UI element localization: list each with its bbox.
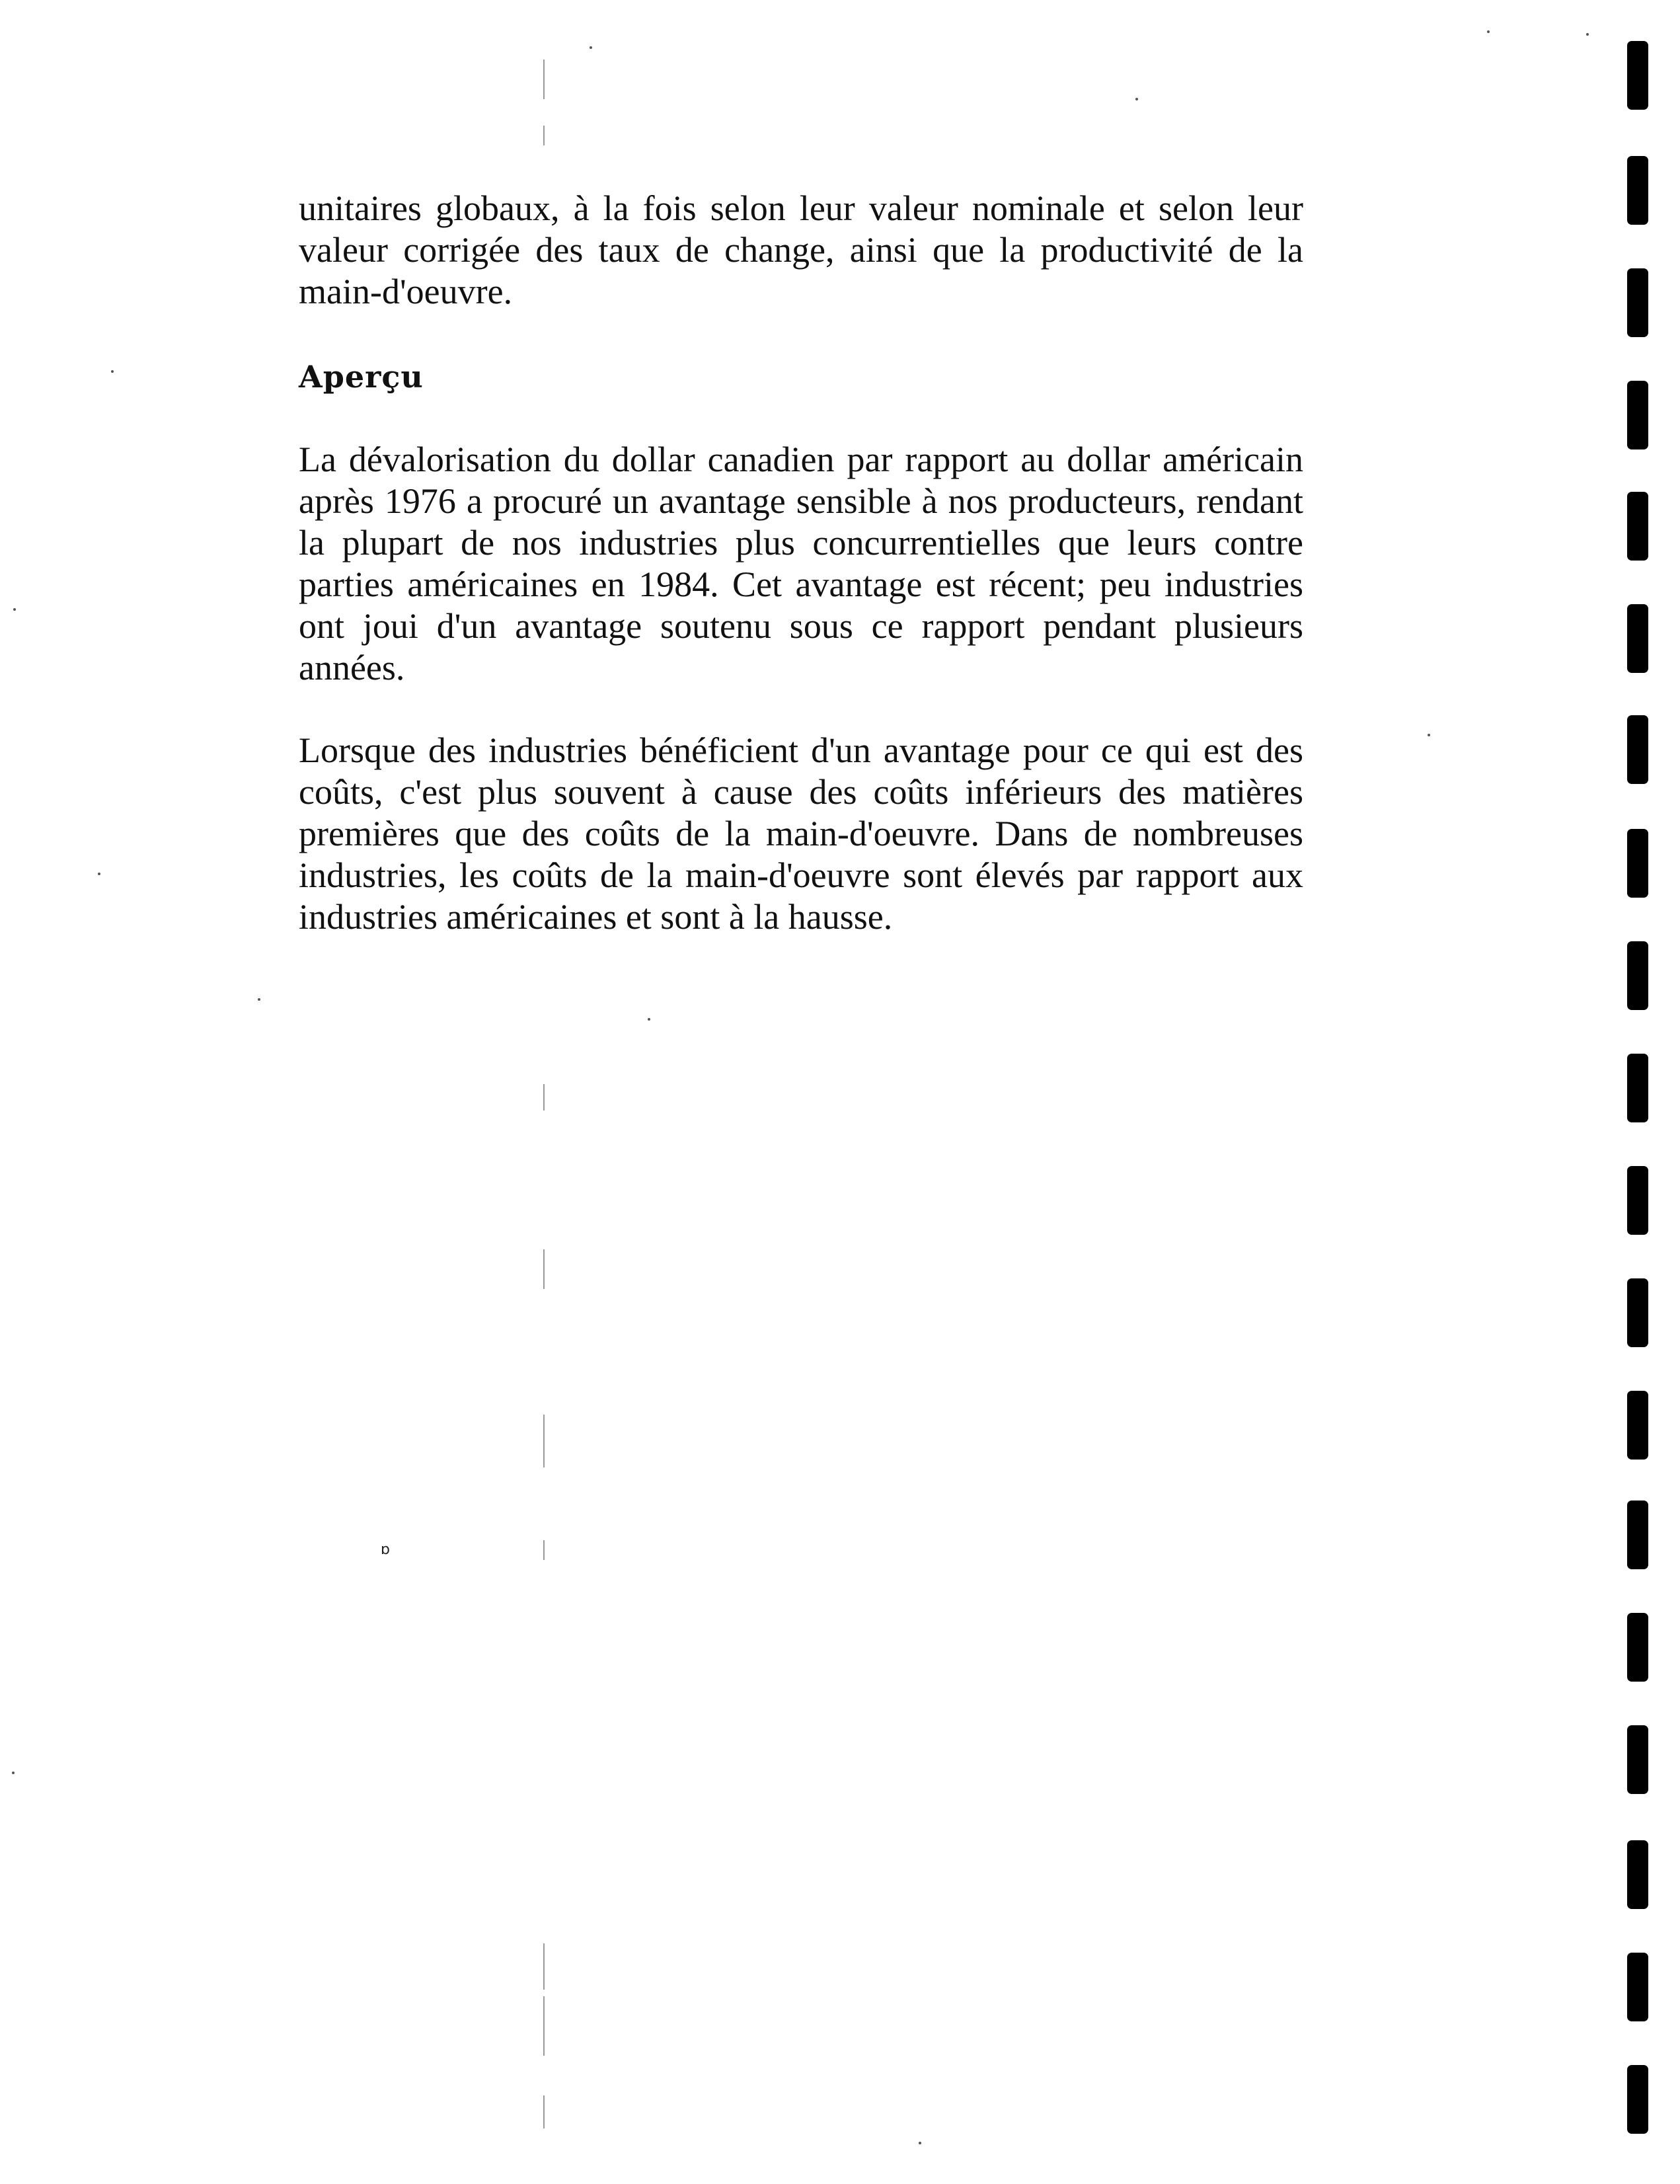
scan-fold-line bbox=[543, 59, 545, 99]
binding-strip bbox=[1618, 0, 1664, 2184]
binding-hole bbox=[1627, 1166, 1648, 1235]
binding-hole bbox=[1627, 41, 1648, 110]
scan-speck bbox=[919, 2142, 921, 2144]
binding-hole bbox=[1627, 1391, 1648, 1460]
binding-hole bbox=[1627, 268, 1648, 337]
scan-speck bbox=[1586, 33, 1589, 36]
paragraph-overview-1: La dévalorisation du dollar canadien par rapport au dollar américain après 1976 a procuré un avantage sensible à nos producteurs, rendant la plupart de nos industries plus concurrentielles que leurs contre parties américaines en 1984. Cet avantage est récent; peu industries ont joui d'un avantage soutenu sous ce rapport pendant plusieurs années. bbox=[299, 440, 1303, 687]
binding-hole bbox=[1627, 1501, 1648, 1569]
scan-fold-line bbox=[543, 1540, 545, 1560]
binding-hole bbox=[1627, 2065, 1648, 2134]
binding-hole bbox=[1627, 715, 1648, 784]
binding-hole bbox=[1627, 1278, 1648, 1347]
scan-fold-line bbox=[543, 1415, 545, 1467]
section-heading: Aperçu bbox=[299, 359, 424, 395]
binding-hole bbox=[1627, 1054, 1648, 1122]
scan-speck bbox=[258, 998, 260, 1001]
scan-fold-line bbox=[543, 1249, 545, 1289]
binding-hole bbox=[1627, 381, 1648, 449]
scan-speck bbox=[1135, 98, 1138, 100]
scan-speck bbox=[13, 608, 16, 611]
scan-speck bbox=[111, 370, 114, 373]
binding-hole bbox=[1627, 1613, 1648, 1682]
scan-speck bbox=[1487, 30, 1490, 33]
binding-hole bbox=[1627, 492, 1648, 561]
scan-speck: ɒ bbox=[381, 1541, 390, 1558]
scan-fold-line bbox=[543, 1943, 545, 1990]
scan-fold-line bbox=[543, 1084, 545, 1111]
scan-fold-line bbox=[543, 2095, 545, 2128]
scan-fold-line bbox=[543, 126, 545, 145]
scan-speck bbox=[12, 1772, 15, 1774]
binding-hole bbox=[1627, 1953, 1648, 2021]
binding-hole bbox=[1627, 829, 1648, 898]
scan-speck bbox=[98, 873, 100, 875]
scan-speck bbox=[1428, 734, 1430, 736]
binding-hole bbox=[1627, 156, 1648, 225]
binding-hole bbox=[1627, 941, 1648, 1010]
scan-speck bbox=[648, 1018, 650, 1021]
binding-hole bbox=[1627, 1840, 1648, 1909]
scan-speck bbox=[590, 46, 592, 49]
intro-paragraph: unitaires globaux, à la fois selon leur valeur nominale et selon leur valeur corrigée des taux de change, ainsi que la productivité de la main-d'oeuvre. bbox=[299, 188, 1303, 311]
paragraph-overview-2: Lorsque des industries bénéficient d'un avantage pour ce qui est des coûts, c'est plus souvent à cause des coûts inférieurs des matières premières que des coûts de la main-d'oeuvre. Dans de nombreuses industries, les coûts de la main-d'oeuvre sont élevés par rapport aux industries américaines et sont à la hausse. bbox=[299, 730, 1303, 937]
binding-hole bbox=[1627, 1725, 1648, 1794]
scan-fold-line bbox=[543, 1996, 545, 2056]
binding-hole bbox=[1627, 604, 1648, 673]
